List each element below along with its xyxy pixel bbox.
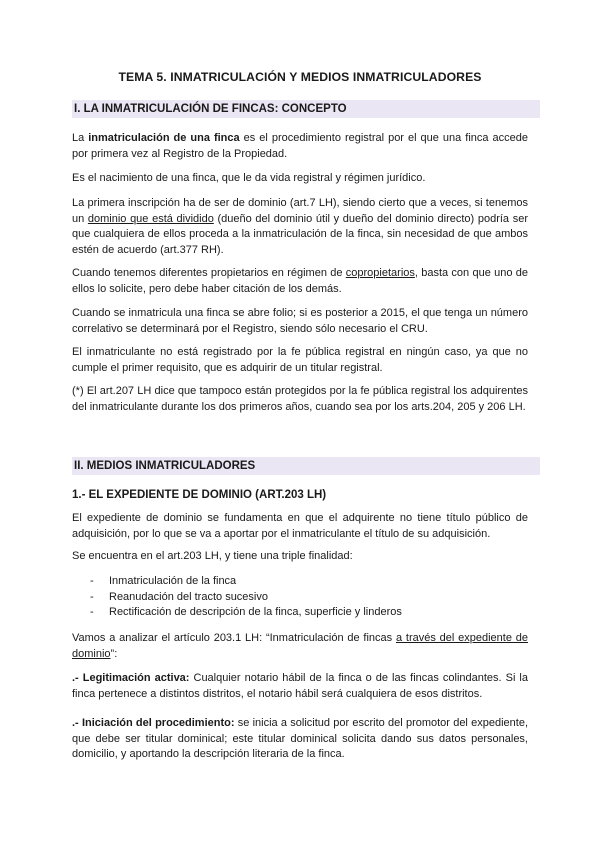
paragraph-expediente: El expediente de dominio se fundamenta en que el adquirente no tiene título público de adquisición, por lo que se va a aportar por el inmatriculante el título de su adquisición. xyxy=(72,512,528,540)
paragraph-folio: Cuando se inmatricula una finca se abre folio; si es posterior a 2015, el que tenga un número correlativo se determinará por el Registro, siendo sólo necesario el CRU. xyxy=(72,307,528,335)
document-title: TEMA 5. INMATRICULACIÓN Y MEDIOS INMATRICULADORES xyxy=(118,70,482,84)
list-item: - Reanudación del tracto sucesivo xyxy=(90,590,402,606)
section-heading-concepto: I. LA INMATRICULACIÓN DE FINCAS: CONCEPTO xyxy=(72,100,540,118)
text-span: , basta con que uno de ellos lo solicite, pero debe haber citación de los demás. xyxy=(72,267,528,295)
text-span: La primera inscripción ha de ser de dominio (art.7 LH), siendo cierto que a veces, si tenemos un xyxy=(72,197,528,225)
bold-term: inmatriculación de una finca xyxy=(88,132,240,144)
paragraph-triple-finalidad: Se encuentra en el art.203 LH, y tiene una triple finalidad: xyxy=(72,550,353,562)
paragraph-art207: (*) El art.207 LH dice que tampoco están protegidos por la fe pública registral los adquirentes del inmatriculante durante los dos primeros años, cuando sea por los arts.204, 205 y 206 LH. xyxy=(72,385,528,413)
text-span: La xyxy=(72,132,89,144)
text-span: ”: xyxy=(110,647,118,660)
paragraph-primera-inscripcion xyxy=(72,196,528,258)
text-span: (dueño del dominio útil y dueño del dominio directo) podría ser que cualquiera de ellos proceda a la inmatriculación de la finca, sin necesidad de que ambos estén de acuerdo (art.377 RH). xyxy=(72,212,528,256)
finalidad-list xyxy=(90,574,402,621)
bold-term: .- Iniciación del procedimiento: xyxy=(72,717,235,729)
paragraph-legitimacion xyxy=(72,671,528,702)
text-span: Cuando tenemos diferentes propietarios en régimen de xyxy=(72,267,346,279)
paragraph-iniciacion xyxy=(72,716,528,763)
list-item: - Rectificación de descripción de la finca, superficie y linderos xyxy=(90,605,402,621)
underlined-term: copropietarios xyxy=(345,267,415,279)
text-span: Vamos a analizar el artículo 203.1 LH: “Inmatriculación de fincas xyxy=(72,632,396,644)
list-item: - Inmatriculación de la finca xyxy=(90,574,402,590)
bold-term: .- Legitimación activa: xyxy=(72,672,190,684)
section-heading-medios: II. MEDIOS INMATRICULADORES xyxy=(72,457,540,475)
underlined-term: dominio que está dividido xyxy=(87,212,214,225)
text-span: Cualquier notario hábil de la finca o de las fincas colindantes. Si la finca pertenece a distintos distritos, el notario hábil será cualquiera de esos distritos. xyxy=(72,672,528,700)
paragraph-inmatriculante: El inmatriculante no está registrado por la fe pública registral en ningún caso, ya que no cumple el primer requisito, que es adquirir de un titular registral. xyxy=(72,346,528,374)
underlined-term: a través del expediente de dominio xyxy=(72,632,528,660)
text-span: se inicia a solicitud por escrito del promotor del expediente, que debe ser titular dominical; este titular dominical solicita dando sus datos personales, domicilio, y aportando la descripción literaria de la finca. xyxy=(72,717,528,760)
paragraph-nacimiento: Es el nacimiento de una finca, que le da vida registral y régimen jurídico. xyxy=(72,172,426,184)
paragraph-definition xyxy=(72,131,528,162)
text-span: es el procedimiento registral por el que una finca accede por primera vez al Registro de la Propiedad. xyxy=(72,132,528,160)
paragraph-copropietarios xyxy=(72,266,528,297)
subsection-heading-expediente: 1.- EL EXPEDIENTE DE DOMINIO (ART.203 LH) xyxy=(72,489,327,501)
paragraph-art203 xyxy=(72,631,528,662)
